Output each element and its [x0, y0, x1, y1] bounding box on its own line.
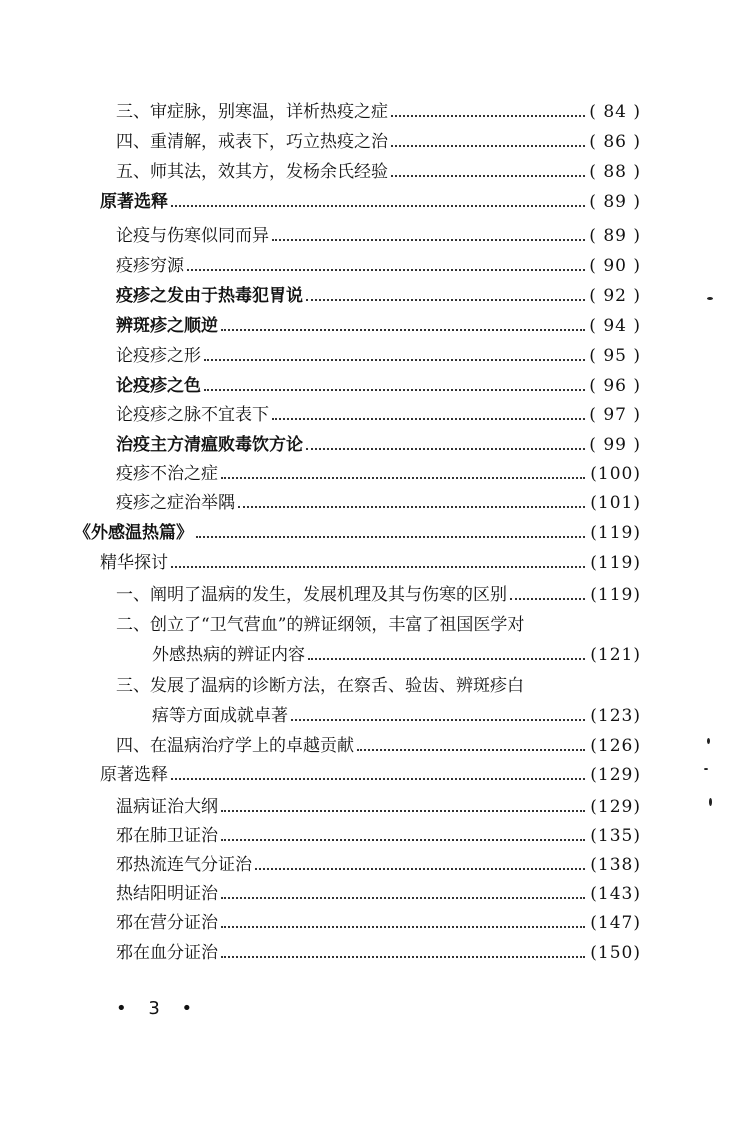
toc-entry-title: 疫疹之发由于热毒犯胃说: [116, 286, 303, 306]
toc-entry-page: ( 89 ): [589, 226, 641, 246]
toc-entry: [116, 883, 641, 905]
toc-entry: [116, 912, 641, 934]
toc-entry-page: ( 99 ): [589, 435, 641, 455]
dot-leader: [306, 299, 585, 301]
toc-entry-page: (101): [590, 493, 641, 513]
dot-leader: [272, 239, 585, 241]
toc-entry-page: (100): [590, 464, 641, 484]
toc-entry-title: 热结阳明证治: [116, 884, 218, 904]
toc-entry-title-line: 三、发展了温病的诊断方法，在察舌、验齿、辨斑疹白: [116, 676, 524, 696]
toc-entry-title: 邪在血分证治: [116, 943, 218, 963]
toc-entry: [116, 131, 641, 153]
dot-leader: [255, 868, 585, 870]
toc-entry: [116, 404, 641, 426]
toc-entry-page: (138): [590, 855, 641, 875]
dot-leader: [221, 477, 585, 479]
toc-entry: [116, 584, 641, 606]
toc-entry-title: 邪在肺卫证治: [116, 826, 218, 846]
dot-leader: [510, 598, 585, 600]
page-number: • 3 •: [116, 998, 201, 1019]
dot-leader: [187, 269, 585, 271]
toc-entry: [116, 942, 641, 964]
dot-leader: [171, 205, 585, 207]
toc-entry-page: ( 96 ): [589, 376, 641, 396]
dot-leader: [171, 778, 585, 780]
toc-entry: [116, 315, 641, 337]
scan-speck: [707, 297, 713, 300]
toc-entry-page: ( 97 ): [589, 405, 641, 425]
toc-section-heading: [100, 552, 641, 574]
toc-entry-page: (147): [590, 913, 641, 933]
dot-leader: [291, 719, 585, 721]
toc-entry-title: 疫疹之症治举隅: [116, 493, 235, 513]
toc-entry-title: 原著选释: [100, 765, 168, 785]
toc-entry-page: ( 95 ): [589, 346, 641, 366]
toc-entry-title: 疫疹不治之症: [116, 464, 218, 484]
scan-speck: [709, 798, 712, 806]
toc-entry-page: (150): [590, 943, 641, 963]
toc-entry-page: ( 88 ): [589, 162, 641, 182]
toc-entry-title-line: 二、创立了“卫气营血”的辨证纲领，丰富了祖国医学对: [116, 615, 525, 635]
dot-leader: [391, 115, 585, 117]
toc-entry-page: (126): [590, 736, 641, 756]
dot-leader: [238, 506, 585, 508]
toc-entry-title: 一、阐明了温病的发生，发展机理及其与伤寒的区别: [116, 585, 507, 605]
toc-entry-title: 四、在温病治疗学上的卓越贡献: [116, 736, 354, 756]
toc-entry-page: (119): [590, 585, 641, 605]
toc-entry-title: 五、师其法，效其方，发杨余氏经验: [116, 162, 388, 182]
toc-entry: [116, 375, 641, 397]
toc-entry-page: (119): [590, 553, 641, 573]
toc-entry: [116, 285, 641, 307]
toc-entry: [152, 644, 641, 666]
toc-entry-title: 邪热流连气分证治: [116, 855, 252, 875]
toc-entry-title: 辨斑疹之顺逆: [116, 316, 218, 336]
toc-entry-page: ( 92 ): [589, 286, 641, 306]
scan-speck: [704, 768, 708, 770]
toc-entry-title: 论疫与伤寒似同而异: [116, 226, 269, 246]
toc-entry-title: 治疫主方清瘟败毒饮方论: [116, 435, 303, 455]
toc-entry-page: ( 89 ): [589, 192, 641, 212]
toc-entry-title: 论疫疹之色: [116, 376, 201, 396]
toc-entry: [116, 255, 641, 277]
dot-leader: [196, 536, 585, 538]
toc-section-heading: [100, 191, 641, 213]
dot-leader: [391, 175, 585, 177]
toc-entry-title: 四、重清解，戒表下，巧立热疫之治: [116, 132, 388, 152]
toc-entry-page: (129): [590, 797, 641, 817]
toc-entry-title: 痦等方面成就卓著: [152, 706, 288, 726]
toc-entry: [116, 825, 641, 847]
toc-entry: [116, 161, 641, 183]
toc-entry-title: 温病证治大纲: [116, 797, 218, 817]
dot-leader: [221, 839, 585, 841]
dot-leader: [357, 749, 585, 751]
toc-entry: [116, 854, 641, 876]
toc-entry-title: 外感热病的辨证内容: [152, 645, 305, 665]
toc-entry: [116, 434, 641, 456]
toc-entry: [116, 796, 641, 818]
toc-entry-page: ( 90 ): [589, 256, 641, 276]
scan-speck: [707, 738, 710, 744]
toc-section-heading: [100, 764, 641, 786]
dot-leader: [306, 448, 585, 450]
dot-leader: [171, 566, 585, 568]
toc-entry-title: 疫疹穷源: [116, 256, 184, 276]
toc-entry: [116, 463, 641, 485]
toc-entry-title: 原著选释: [100, 192, 168, 212]
toc-entry-page: (121): [590, 645, 641, 665]
dot-leader: [221, 810, 585, 812]
toc-entry-page: (119): [590, 523, 641, 543]
dot-leader: [272, 418, 585, 420]
toc-entry-title: 三、审症脉，别寒温，详析热疫之症: [116, 102, 388, 122]
toc-entry-title: 精华探讨: [100, 553, 168, 573]
toc-entry: [116, 101, 641, 123]
dot-leader: [221, 956, 585, 958]
toc-entry: [116, 492, 641, 514]
toc-entry-page: (143): [590, 884, 641, 904]
toc-entry: [116, 345, 641, 367]
dot-leader: [391, 145, 585, 147]
dot-leader: [221, 926, 585, 928]
dot-leader: [221, 329, 585, 331]
toc-entry-page: (129): [590, 765, 641, 785]
toc-entry: [116, 735, 641, 757]
toc-entry-page: (135): [590, 826, 641, 846]
toc-entry: [152, 705, 641, 727]
toc-entry-page: (123): [590, 706, 641, 726]
toc-entry-page: ( 84 ): [589, 102, 641, 122]
dot-leader: [308, 658, 585, 660]
toc-entry-title: 《外感温热篇》: [74, 523, 193, 543]
toc-entry-title: 论疫疹之脉不宜表下: [116, 405, 269, 425]
dot-leader: [204, 389, 585, 391]
toc-entry-title: 邪在营分证治: [116, 913, 218, 933]
toc-entry-page: ( 94 ): [589, 316, 641, 336]
toc-entry: [116, 225, 641, 247]
dot-leader: [204, 359, 585, 361]
toc-entry-title: 论疫疹之形: [116, 346, 201, 366]
toc-entry-page: ( 86 ): [589, 132, 641, 152]
dot-leader: [221, 897, 585, 899]
toc-part-heading: [74, 522, 641, 544]
